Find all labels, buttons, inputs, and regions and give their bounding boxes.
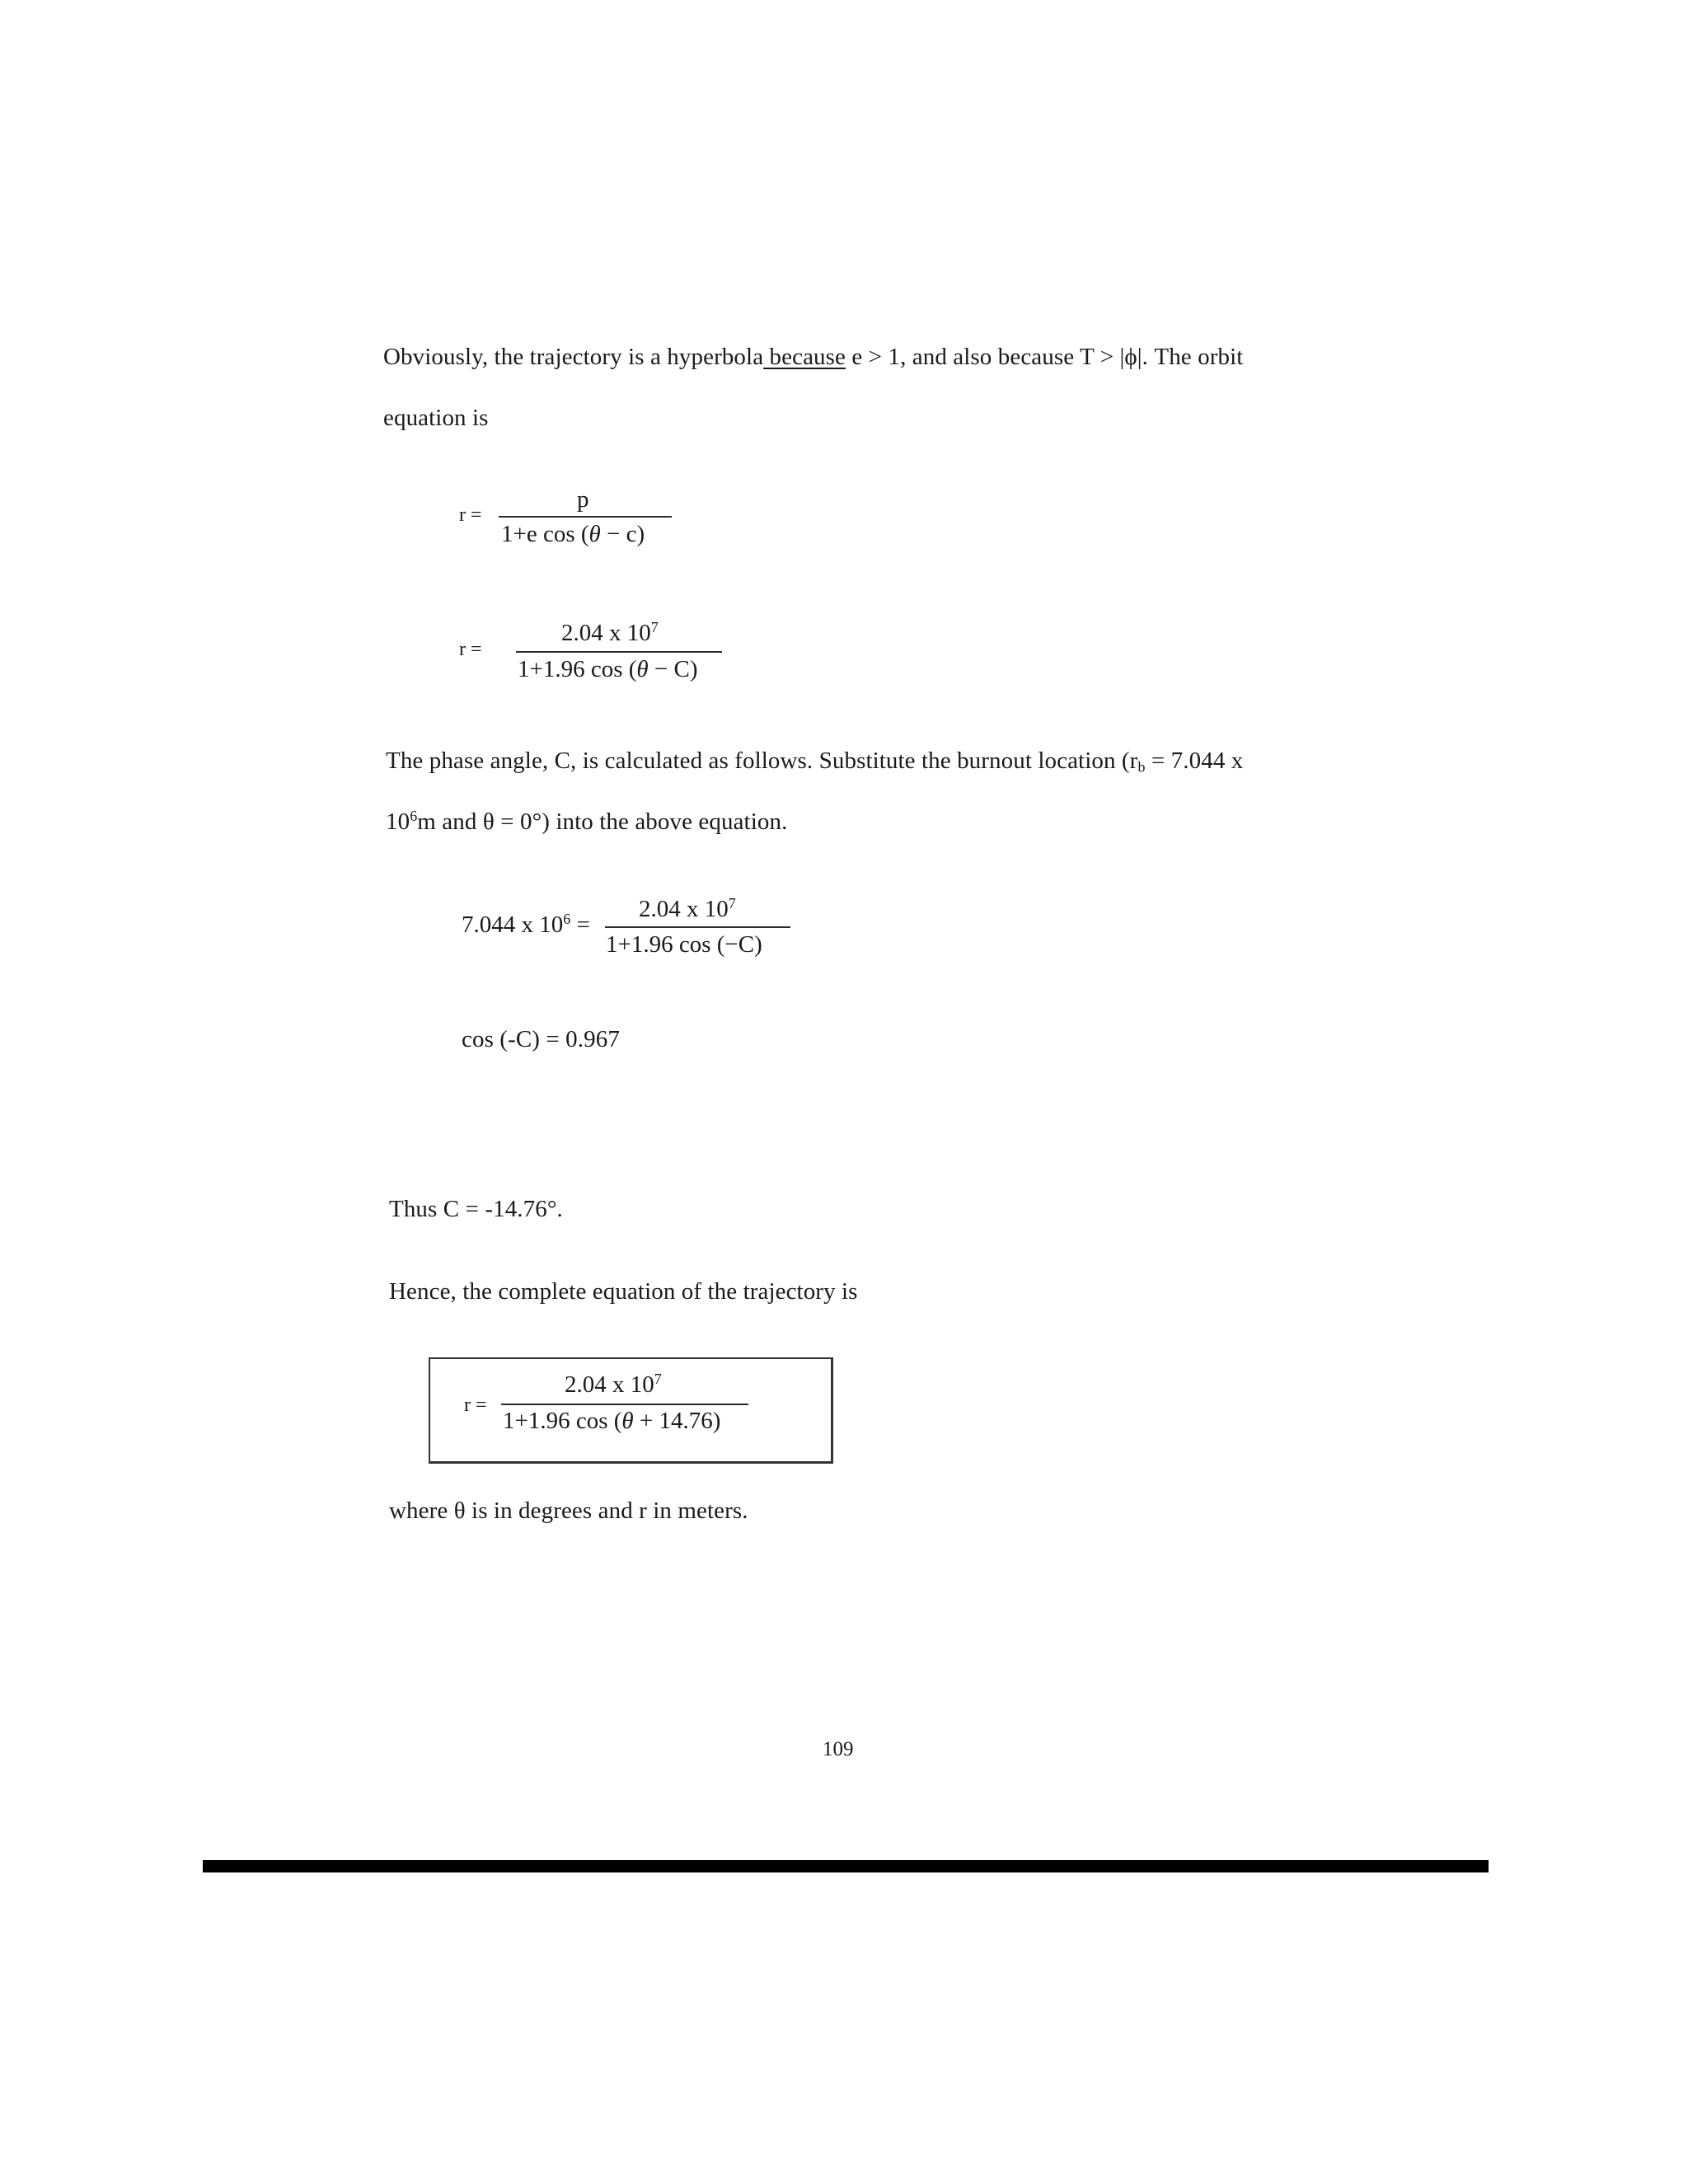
equation-1-numerator: p [577,486,589,513]
equation-3-lhs: 7.044 x $10^6$ = [462,911,590,938]
paragraph-complete-equation-intro: Hence, the complete equation of the trajectory is [389,1278,858,1305]
paragraph-phase-result: Thus C = -14.76°. [389,1196,563,1222]
equation-3-denominator: 1+1.96 cos (−C) [606,931,762,958]
equation-1-denominator: 1+e cos (θ − c) [501,521,645,547]
equation-3-fraction-bar [605,926,790,928]
intro-text-b: e > 1, and also because T > |ϕ|. The orbit [846,344,1244,370]
page-number: 109 [823,1738,854,1760]
equation-1-fraction-bar [499,516,672,518]
equation-5-denominator: 1+1.96 cos (θ + 14.76) [503,1408,721,1434]
equation-1-lhs: r = [459,504,482,526]
paragraph-phase-angle-line-1: The phase angle, C, is calculated as follows. Substitute the burnout location ($r_b = 7.044$ x [386,748,1244,776]
equation-cos-result: cos (-C) = 0.967 [462,1026,620,1052]
paragraph-intro-line-1 [383,343,1243,371]
intro-text-underlined: because [763,344,846,370]
intro-text-a: Obviously, the trajectory is a hyperbola [383,344,764,370]
equation-3-numerator: 2.04 x $10^7$ [639,895,736,922]
equation-5-fraction-bar [501,1404,748,1405]
paragraph-phase-angle-line-2: $10^6m$ and θ = 0°) into the above equation. [386,808,788,835]
equation-2-numerator: 2.04 x $10^7$ [561,619,659,646]
equation-5-numerator: 2.04 x $10^7$ [565,1371,662,1398]
equation-2-lhs: r = [459,639,482,660]
paragraph-intro-line-2: equation is [383,405,489,431]
equation-2-denominator: 1+1.96 cos (θ − C) [518,656,698,682]
equation-2-fraction-bar [516,651,722,653]
equation-5-lhs: r = [464,1394,487,1416]
paragraph-units-note: where θ is in degrees and r in meters. [389,1497,748,1524]
page-bottom-rule [203,1860,1489,1872]
